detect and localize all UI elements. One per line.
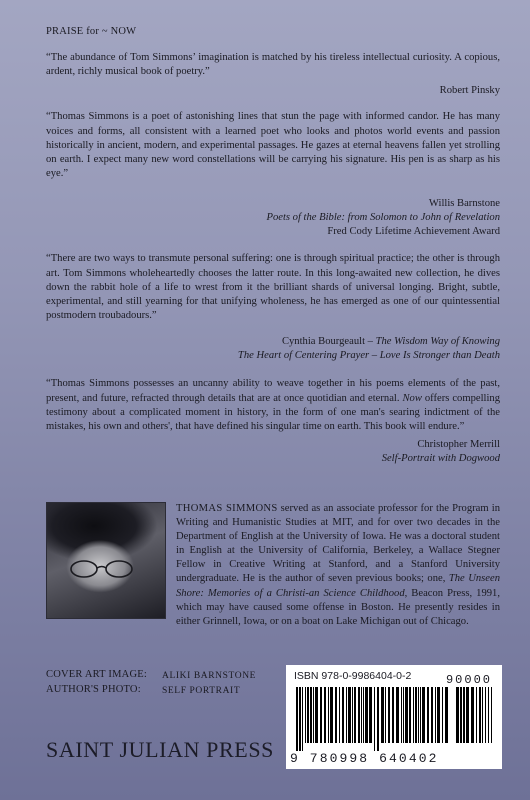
attribution-merrill xyxy=(46,438,500,466)
author-name: THOMAS SIMMONS xyxy=(176,503,278,514)
attribution-award: Fred Cody Lifetime Achievement Award xyxy=(327,226,500,238)
credit-row-photo xyxy=(46,683,256,698)
blurb-pinsky: “The abundance of Tom Simmons’ imagination is matched by his tireless intellectual curiosity. A copious, ardent, richly musical book of poetry.” xyxy=(46,52,500,78)
credits xyxy=(46,668,256,698)
credit-label: AUTHOR'S PHOTO: xyxy=(46,684,141,695)
attribution-book: Self-Portrait with Dogwood xyxy=(381,453,500,465)
attribution-book: The Wisdom Way of Knowing xyxy=(375,336,500,348)
attribution-name: Willis Barnstone xyxy=(428,198,500,210)
praise-heading: PRAISE for ~ NOW xyxy=(46,26,137,37)
attribution-name: Christopher Merrill xyxy=(417,439,500,451)
ean-text: 9 780998 640402 xyxy=(290,751,439,766)
barcode xyxy=(286,665,502,769)
author-bio: THOMAS SIMMONS served as an associate professor for the Program in Writing and Humanistic Studies at MIT, and for over two decades in the Department of English at the University of Iowa. He was a doctoral student in English at the University of California, Berkeley, a Wallace Stegner Fellow in Creative Writing at Stanford, and a Stanford University undergraduate. He is the author of seven previous books; one, The Unseen Shore: Memories of a Christi-an Science Childhood, Beacon Press, 1991, which may have caused some offense in Boston. He presently resides in either Grinnell, Iowa, or on a boat on Lake Michigan out of Chicago. xyxy=(176,503,501,627)
publisher-name: SAINT JULIAN PRESS xyxy=(46,737,274,762)
credit-label: COVER ART IMAGE: xyxy=(46,669,147,680)
attribution-pinsky xyxy=(46,84,500,98)
addon-barcode-bars xyxy=(456,687,494,751)
praise-section xyxy=(46,26,500,466)
blurb-merrill: “Thomas Simmons possesses an uncanny ability to weave together in his poems elements of the past, present, and future, refracted through details that are at once quotidian and eternal. Now offers compelling testimony about a complicated moment in history, in the form of one man's searing indictment of the mistakes, his own and others', that have defined his singular time on earth. This book will endure.” xyxy=(46,378,500,433)
credit-value: ALIKI BARNSTONE xyxy=(162,671,257,681)
attribution-book: Poets of the Bible: from Solomon to John of Revelation xyxy=(266,212,500,224)
glasses-graphic xyxy=(69,559,139,579)
credit-row-cover xyxy=(46,668,256,683)
attribution-name: Cynthia Bourgeault – xyxy=(281,336,376,348)
price-code: 90000 xyxy=(445,673,492,687)
blurb-bourgeault: “There are two ways to transmute personal suffering: one is through spiritual practice; the other is through art. Tom Simmons wholeheartedly chooses the latter route. In this long-awaited new collection, he dives down the rabbit hole of a life to wrest from it the brilliant shards of universal longing. Bright, subtle, experimental, and still yearning for that unifying wholeness, he has emerged as one of our quintessential postmodern troubadours.” xyxy=(46,253,500,322)
credit-value: SELF PORTRAIT xyxy=(162,686,241,696)
attribution-books: The Heart of Centering Prayer – Love Is Stronger than Death xyxy=(237,350,500,362)
blurb-barnstone: “Thomas Simmons is a poet of astonishing lines that stun the page with informed candor. He has many voices and forms, all consistent with a learned poet who looks and photos world events and passion historically in ancient, modern, and experimental passages. He gazes at eternal heavens fallen yet strolling on earth. I expect many new word constellations will be carrying his signature. His pen is as sharp as his eye.” xyxy=(46,111,500,180)
attribution-bourgeault xyxy=(46,335,500,363)
isbn-text: ISBN 978-0-9986404-0-2 xyxy=(294,670,412,682)
attribution-name: Robert Pinsky xyxy=(439,85,500,97)
book-title: The Unseen Shore: Memories of a Christi-an Science Childhood xyxy=(176,573,500,599)
barcode-bars xyxy=(296,687,448,751)
attribution-barnstone xyxy=(46,197,500,239)
author-photo xyxy=(46,502,166,619)
author-section xyxy=(46,502,500,652)
